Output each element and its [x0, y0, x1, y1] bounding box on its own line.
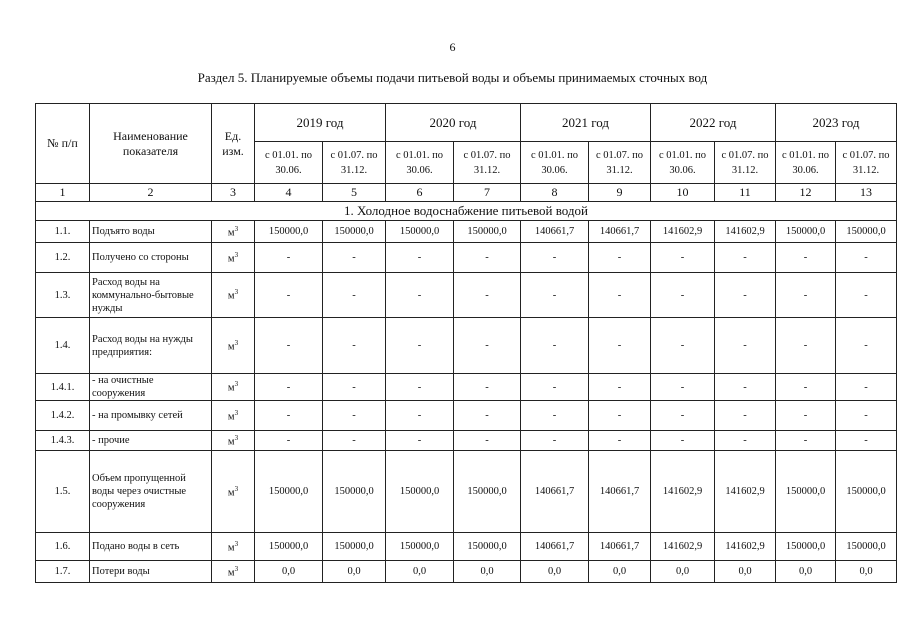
- table-row: [36, 374, 897, 401]
- section-heading: 1. Холодное водоснабжение питьевой водой: [36, 202, 897, 221]
- value-cell: -: [386, 401, 454, 431]
- unit-exponent: 3: [234, 250, 239, 259]
- value-cell: 150000,0: [454, 221, 521, 243]
- value-cell: 150000,0: [386, 533, 454, 561]
- unit-exponent: 3: [234, 539, 239, 548]
- column-number: 1: [36, 184, 90, 202]
- column-number: 2: [90, 184, 212, 202]
- table-row: [36, 221, 897, 243]
- unit-label: м: [227, 542, 235, 554]
- unit-label: м: [227, 227, 235, 239]
- row-number: 1.6.: [36, 533, 90, 561]
- value-cell: -: [323, 318, 386, 374]
- value-cell: -: [715, 401, 776, 431]
- value-cell: 0,0: [776, 561, 836, 583]
- value-cell: -: [255, 243, 323, 273]
- value-cell: -: [386, 318, 454, 374]
- value-cell: -: [255, 273, 323, 318]
- column-number: 5: [323, 184, 386, 202]
- header-unit: Ед. изм.: [212, 104, 255, 184]
- value-cell: 141602,9: [715, 451, 776, 533]
- unit-cell: [212, 533, 255, 561]
- page-number: 6: [449, 40, 456, 54]
- unit-cell: [212, 401, 255, 431]
- unit-exponent: 3: [234, 380, 239, 389]
- column-number: 13: [836, 184, 897, 202]
- value-cell: -: [715, 243, 776, 273]
- value-cell: -: [454, 374, 521, 401]
- value-cell: -: [651, 318, 715, 374]
- header-period: с 01.07. по 31.12.: [589, 142, 651, 184]
- unit-label: м: [227, 290, 235, 302]
- indicator-name: Подано воды в сеть: [90, 533, 212, 561]
- value-cell: -: [521, 318, 589, 374]
- value-cell: -: [521, 431, 589, 451]
- value-cell: 150000,0: [776, 451, 836, 533]
- table-row: [36, 451, 897, 533]
- value-cell: 150000,0: [836, 533, 897, 561]
- value-cell: -: [521, 401, 589, 431]
- value-cell: 141602,9: [651, 451, 715, 533]
- unit-exponent: 3: [234, 288, 239, 297]
- unit-cell: [212, 273, 255, 318]
- header-year: 2019 год: [255, 104, 386, 142]
- value-cell: 150000,0: [323, 533, 386, 561]
- column-number: 9: [589, 184, 651, 202]
- table-row: [36, 273, 897, 318]
- value-cell: 150000,0: [454, 533, 521, 561]
- value-cell: 150000,0: [386, 451, 454, 533]
- value-cell: -: [836, 273, 897, 318]
- value-cell: 0,0: [651, 561, 715, 583]
- row-number: 1.4.3.: [36, 431, 90, 451]
- value-cell: -: [776, 243, 836, 273]
- unit-exponent: 3: [234, 408, 239, 417]
- value-cell: 0,0: [454, 561, 521, 583]
- header-period: с 01.07. по 31.12.: [454, 142, 521, 184]
- table-row: [36, 561, 897, 583]
- value-cell: 0,0: [255, 561, 323, 583]
- unit-label: м: [227, 567, 235, 579]
- header-period: с 01.01. по 30.06.: [386, 142, 454, 184]
- value-cell: -: [836, 318, 897, 374]
- value-cell: 0,0: [386, 561, 454, 583]
- unit-cell: [212, 318, 255, 374]
- section-row: [36, 202, 897, 221]
- column-numbers-row: [36, 184, 897, 202]
- header-year: 2021 год: [521, 104, 651, 142]
- value-cell: -: [323, 273, 386, 318]
- value-cell: 150000,0: [836, 451, 897, 533]
- value-cell: 150000,0: [836, 221, 897, 243]
- value-cell: -: [589, 243, 651, 273]
- value-cell: 140661,7: [521, 221, 589, 243]
- value-cell: -: [836, 374, 897, 401]
- value-cell: -: [715, 318, 776, 374]
- unit-exponent: 3: [234, 484, 239, 493]
- value-cell: -: [715, 273, 776, 318]
- header-name: Наименование показателя: [90, 104, 212, 184]
- value-cell: 140661,7: [589, 221, 651, 243]
- value-cell: -: [776, 401, 836, 431]
- value-cell: -: [521, 273, 589, 318]
- column-number: 6: [386, 184, 454, 202]
- value-cell: 141602,9: [651, 221, 715, 243]
- unit-label: м: [227, 411, 235, 423]
- indicator-name: Получено со стороны: [90, 243, 212, 273]
- header-year: 2022 год: [651, 104, 776, 142]
- value-cell: 0,0: [589, 561, 651, 583]
- value-cell: 150000,0: [454, 451, 521, 533]
- value-cell: 141602,9: [715, 533, 776, 561]
- value-cell: 140661,7: [589, 533, 651, 561]
- value-cell: -: [323, 401, 386, 431]
- value-cell: 150000,0: [386, 221, 454, 243]
- header-period: с 01.01. по 30.06.: [651, 142, 715, 184]
- header-period: с 01.01. по 30.06.: [776, 142, 836, 184]
- unit-label: м: [227, 382, 235, 394]
- value-cell: 140661,7: [589, 451, 651, 533]
- value-cell: 150000,0: [776, 221, 836, 243]
- value-cell: -: [255, 374, 323, 401]
- header-period: с 01.07. по 31.12.: [715, 142, 776, 184]
- unit-cell: [212, 243, 255, 273]
- column-number: 7: [454, 184, 521, 202]
- value-cell: -: [651, 273, 715, 318]
- table-row: [36, 318, 897, 374]
- indicator-name: Расход воды на нужды предприятия:: [90, 318, 212, 374]
- unit-cell: [212, 221, 255, 243]
- value-cell: 150000,0: [776, 533, 836, 561]
- value-cell: -: [589, 374, 651, 401]
- table-row: [36, 431, 897, 451]
- row-number: 1.5.: [36, 451, 90, 533]
- value-cell: -: [386, 374, 454, 401]
- value-cell: -: [454, 273, 521, 318]
- column-number: 8: [521, 184, 589, 202]
- row-number: 1.2.: [36, 243, 90, 273]
- value-cell: -: [589, 318, 651, 374]
- value-cell: 150000,0: [323, 451, 386, 533]
- value-cell: -: [776, 431, 836, 451]
- row-number: 1.1.: [36, 221, 90, 243]
- value-cell: -: [651, 401, 715, 431]
- unit-exponent: 3: [234, 564, 239, 573]
- value-cell: 141602,9: [651, 533, 715, 561]
- row-number: 1.4.1.: [36, 374, 90, 401]
- value-cell: 0,0: [323, 561, 386, 583]
- header-row-years: [36, 104, 897, 142]
- header-period: с 01.01. по 30.06.: [255, 142, 323, 184]
- row-number: 1.7.: [36, 561, 90, 583]
- value-cell: -: [323, 243, 386, 273]
- unit-label: м: [227, 341, 235, 353]
- unit-cell: [212, 451, 255, 533]
- header-period: с 01.01. по 30.06.: [521, 142, 589, 184]
- value-cell: -: [323, 431, 386, 451]
- header-no: № п/п: [36, 104, 90, 184]
- value-cell: -: [715, 374, 776, 401]
- indicator-name: Потери воды: [90, 561, 212, 583]
- value-cell: 150000,0: [255, 221, 323, 243]
- value-cell: 150000,0: [323, 221, 386, 243]
- column-number: 10: [651, 184, 715, 202]
- unit-cell: [212, 561, 255, 583]
- indicator-name: - на очистные сооружения: [90, 374, 212, 401]
- value-cell: -: [386, 273, 454, 318]
- header-period: с 01.07. по 31.12.: [323, 142, 386, 184]
- value-cell: -: [521, 243, 589, 273]
- unit-exponent: 3: [234, 224, 239, 233]
- indicator-name: Подъято воды: [90, 221, 212, 243]
- unit-exponent: 3: [234, 433, 239, 442]
- value-cell: -: [454, 401, 521, 431]
- value-cell: 0,0: [715, 561, 776, 583]
- value-cell: -: [651, 431, 715, 451]
- value-cell: -: [836, 401, 897, 431]
- value-cell: -: [386, 243, 454, 273]
- section-title: Раздел 5. Планируемые объемы подачи питьевой воды и объемы принимаемых сточных вод: [197, 70, 708, 85]
- unit-label: м: [227, 487, 235, 499]
- unit-label: м: [227, 436, 235, 448]
- value-cell: -: [836, 243, 897, 273]
- value-cell: -: [521, 374, 589, 401]
- value-cell: -: [323, 374, 386, 401]
- value-cell: -: [454, 431, 521, 451]
- unit-label: м: [227, 253, 235, 265]
- table-row: [36, 533, 897, 561]
- header-year: 2023 год: [776, 104, 897, 142]
- value-cell: 0,0: [836, 561, 897, 583]
- header-year: 2020 год: [386, 104, 521, 142]
- value-cell: 150000,0: [255, 451, 323, 533]
- value-cell: -: [715, 431, 776, 451]
- indicator-name: Объем пропущенной воды через очистные сооружения: [90, 451, 212, 533]
- unit-cell: [212, 374, 255, 401]
- indicator-name: - прочие: [90, 431, 212, 451]
- column-number: 11: [715, 184, 776, 202]
- table-row: [36, 401, 897, 431]
- value-cell: -: [776, 273, 836, 318]
- value-cell: 141602,9: [715, 221, 776, 243]
- unit-exponent: 3: [234, 338, 239, 347]
- value-cell: -: [255, 318, 323, 374]
- value-cell: -: [589, 401, 651, 431]
- value-cell: 140661,7: [521, 451, 589, 533]
- value-cell: -: [589, 273, 651, 318]
- row-number: 1.4.2.: [36, 401, 90, 431]
- row-number: 1.4.: [36, 318, 90, 374]
- value-cell: -: [589, 431, 651, 451]
- value-cell: -: [454, 318, 521, 374]
- value-cell: 140661,7: [521, 533, 589, 561]
- column-number: 12: [776, 184, 836, 202]
- value-cell: -: [776, 318, 836, 374]
- column-number: 4: [255, 184, 323, 202]
- value-cell: 0,0: [521, 561, 589, 583]
- unit-cell: [212, 431, 255, 451]
- value-cell: 150000,0: [255, 533, 323, 561]
- value-cell: -: [255, 401, 323, 431]
- table-row: [36, 243, 897, 273]
- indicator-name: - на промывку сетей: [90, 401, 212, 431]
- value-cell: -: [386, 431, 454, 451]
- value-cell: -: [651, 374, 715, 401]
- row-number: 1.3.: [36, 273, 90, 318]
- water-volume-table: [35, 103, 897, 583]
- value-cell: -: [776, 374, 836, 401]
- value-cell: -: [454, 243, 521, 273]
- column-number: 3: [212, 184, 255, 202]
- header-period: с 01.07. по 31.12.: [836, 142, 897, 184]
- value-cell: -: [255, 431, 323, 451]
- value-cell: -: [651, 243, 715, 273]
- indicator-name: Расход воды на коммунально-бытовые нужды: [90, 273, 212, 318]
- value-cell: -: [836, 431, 897, 451]
